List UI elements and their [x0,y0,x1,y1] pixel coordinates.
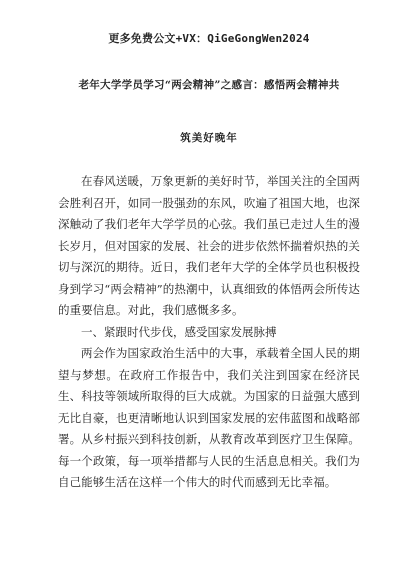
document-subtitle: 筑美好晚年 [180,132,238,144]
document-body [58,171,360,494]
section-heading-1: 一、紧跟时代步伐，感受国家发展脉搏 [81,324,277,339]
section-paragraph-1: 两会作为国家政治生活中的大事，承载着全国人民的期望与梦想。在政府工作报告中，我们关注到国家在经济民生、科技等领域所取得的巨大成就。为国家的日益强大感到无比自豪，也更清晰地认识到国家发展的宏伟蓝图和战略部署。从乡村振兴到科技创新，从教育改革到医疗卫生保障。每一个政策，每一项举措都与人民的生活息息相关。我们为自己能够生活在这样一个伟大的时代而感到无比幸福。 [58,346,360,489]
intro-paragraph: 在春风送暖，万象更新的美好时节，举国关注的全国两会胜利召开，如同一股强劲的东风，吹遍了祖国大地，也深深触动了我们老年大学学员的心弦。我们虽已走过人生的漫长岁月，但对国家的发展、社会的进步依然怀揣着炽热的关切与深沉的期待。近日，我们老年大学的全体学员也积极投身到学习“两会精神”的热潮中，认真细致的体悟两会所传达的重要信息。对此，我们感慨多多。 [58,174,360,317]
document-title: 老年大学学员学习“两会精神”之感言：感悟两会精神共 [78,79,340,91]
promo-header: 更多免费公文+VX：QiGeGongWen2024 [108,32,310,45]
